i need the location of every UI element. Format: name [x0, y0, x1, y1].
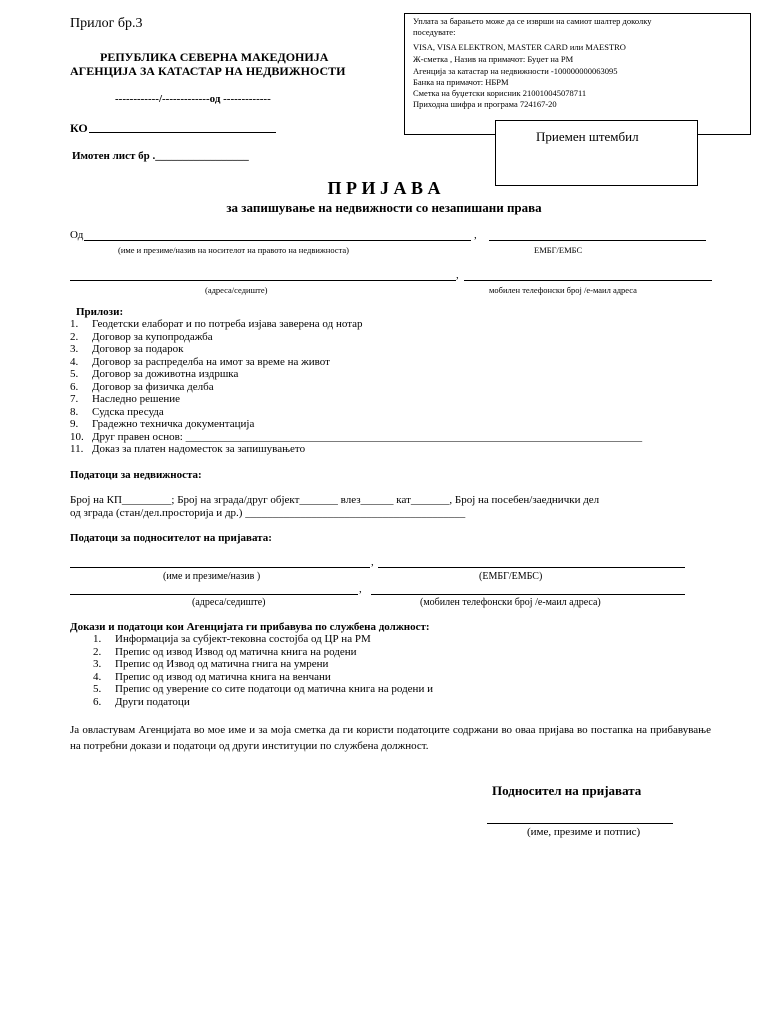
- applicant-embg-caption: ЕМБГ/ЕМБС: [534, 245, 583, 255]
- submitter-heading: Податоци за подносителот на пријавата:: [70, 532, 272, 544]
- submitter-name-field[interactable]: [70, 567, 370, 568]
- attachments-heading: Прилози:: [76, 306, 124, 318]
- ko-label: КО: [70, 121, 88, 135]
- authorization-text: Ја овластувам Агенцијата во мое име и за моја сметка да ги користи податоците содржани во оваа пријава во постапка на прибавување на потребни докази и податоци од други институции по службена должност.: [70, 724, 711, 752]
- applicant-address-caption: (адреса/седиште): [205, 285, 268, 295]
- applicant-phone-caption: мобилен телефонски број /е-маил адреса: [489, 285, 637, 295]
- list-item: 5. Договор за доживотна издршка: [70, 368, 239, 380]
- payment-line: Агенција за катастар на недвижности -100000000063095: [413, 66, 618, 76]
- property-sheet-field: Имотен лист бр ._________________: [72, 150, 249, 162]
- list-item: 1. Информација за субјект-тековна состојба од ЦР на РМ: [93, 633, 371, 645]
- property-data-line1[interactable]: Број на КП_________; Број на зграда/друг објект_______ влез______ кат_______, Број на посебен/заеднички дел: [70, 494, 600, 506]
- submitter-address-field[interactable]: [70, 594, 358, 595]
- submitter-name-caption: (име и презиме/назив ): [163, 571, 261, 582]
- signature-caption: (име, презиме и потпис): [527, 826, 641, 838]
- property-data-heading: Податоци за недвижноста:: [70, 469, 202, 481]
- submitter-address-caption: (адреса/седиште): [192, 597, 266, 608]
- list-item: 2. Договор за купопродажба: [70, 330, 213, 343]
- reference-number-line: ------------/-------------од -------------: [115, 93, 271, 105]
- list-item: 7. Наследно решение: [70, 393, 181, 405]
- official-evidence-heading: Докази и податоци кои Агенцијата ги прибавува по службена должност:: [70, 621, 430, 633]
- comma: ,: [474, 229, 477, 241]
- list-item: 4. Договор за распределба на имот за време на живот: [70, 355, 330, 368]
- stamp-label: Приемен штембил: [536, 129, 639, 144]
- applicant-name-caption: (име и презиме/назив на носителот на правото на недвижноста): [118, 245, 349, 255]
- comma: ,: [359, 583, 362, 595]
- submitter-phone-field[interactable]: [371, 594, 685, 595]
- payment-line: VISA, VISA ELEKTRON, MASTER CARD или MAESTRO: [413, 42, 626, 52]
- list-item: 9. Градежно техничка документација: [70, 418, 255, 430]
- header-agency: АГЕНЦИЈА ЗА КАТАСТАР НА НЕДВИЖНОСТИ: [70, 64, 346, 78]
- payment-line: Уплата за барањето може да се изврши на самиот шалтер доколку: [413, 16, 652, 26]
- form-subtitle: за запишување на недвижности со незапишани права: [226, 200, 542, 215]
- list-item: 4. Препис од извод од матична книга на венчани: [93, 670, 331, 683]
- comma: ,: [456, 269, 459, 281]
- annex-label: Прилог бр.3: [70, 16, 143, 31]
- applicant-embg-field[interactable]: [489, 240, 706, 241]
- payment-line: Сметка на буџетски корисник 210010045078711: [413, 88, 587, 98]
- list-item: 8. Судска пресуда: [70, 405, 164, 418]
- payment-line: Банка на примачот: НБРМ: [413, 77, 509, 87]
- list-item: 6. Договор за физичка делба: [70, 380, 214, 393]
- list-item: 3. Договор за подарок: [70, 343, 184, 355]
- list-item: 6. Други податоци: [93, 695, 190, 708]
- applicant-address-field[interactable]: [70, 280, 456, 281]
- stamp-box: [495, 120, 698, 186]
- ko-field[interactable]: [89, 132, 276, 133]
- submitter-embg-field[interactable]: [378, 567, 685, 568]
- payment-info-box: [404, 13, 751, 135]
- list-item: 1. Геодетски елаборат и по потреба изјава заверена од нотар: [70, 318, 363, 330]
- applicant-name-field[interactable]: [84, 240, 471, 241]
- payment-line: поседувате:: [413, 27, 456, 37]
- list-item: 2. Препис од извод Извод од матична книга на родени: [93, 645, 357, 658]
- list-item: 3. Препис од Извод од матична гнига на умрени: [93, 658, 329, 670]
- list-item: 5. Препис од уверение со сите податоци од матична книга на родени и: [93, 683, 433, 695]
- from-label: Од: [70, 229, 84, 241]
- list-item[interactable]: 10. Друг правен основ: ___________________________________________________________________________________: [70, 430, 643, 443]
- form-title: П Р И Ј А В А: [327, 178, 441, 198]
- comma: ,: [371, 556, 374, 568]
- payment-line: Приходна шифра и програма 724167-20: [413, 99, 557, 109]
- submitter-phone-caption: (мобилен телефонски број /е-маил адреса): [420, 597, 601, 608]
- property-data-line2[interactable]: од зграда (стан/дел.просторија и др.) ________________________________________: [70, 507, 466, 519]
- payment-line: Ж-сметка , Назив на примачот: Буџет на РМ: [413, 54, 574, 64]
- submitter-embg-caption: (ЕМБГ/ЕМБС): [479, 571, 543, 582]
- signature-field[interactable]: [487, 823, 673, 824]
- signature-heading: Подносител на пријавата: [492, 783, 642, 798]
- list-item: 11. Доказ за платен надоместок за запишувањето: [70, 443, 306, 455]
- header-republic: РЕПУБЛИКА СЕВЕРНА МАКЕДОНИЈА: [100, 50, 329, 64]
- applicant-phone-field[interactable]: [464, 280, 712, 281]
